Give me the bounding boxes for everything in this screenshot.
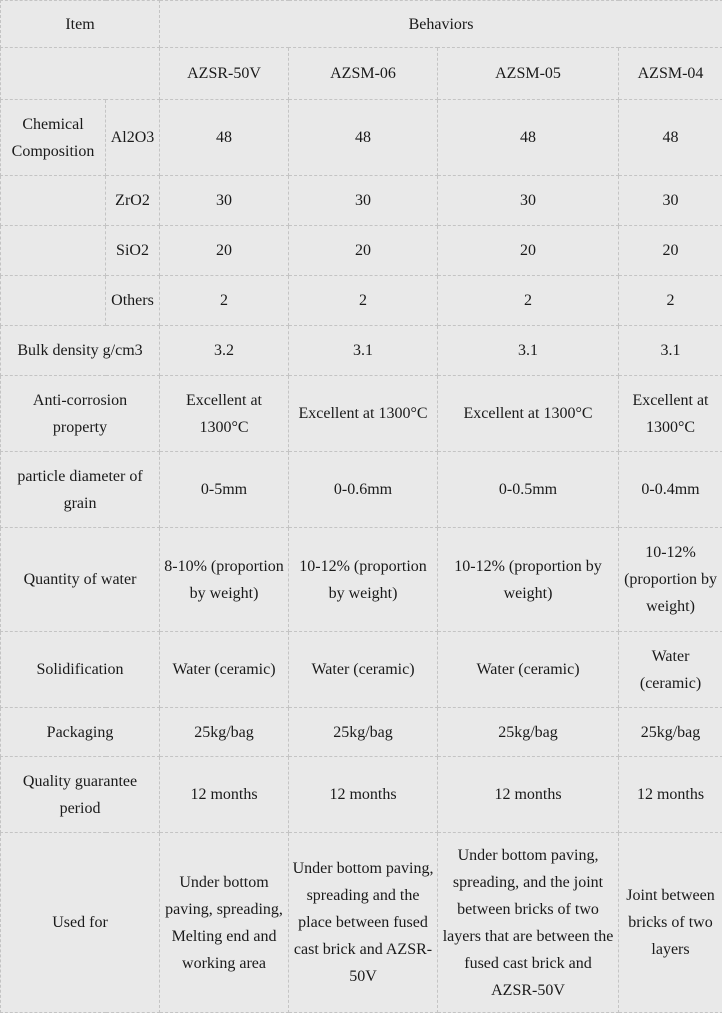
table-row <box>1 176 722 226</box>
table-row <box>1 632 722 708</box>
table-row <box>1 757 722 833</box>
property-label: Anti-corrosion property <box>1 376 160 452</box>
cell-value: 20 <box>289 226 438 276</box>
cell-value: 0-5mm <box>160 452 289 528</box>
table-row <box>1 276 722 326</box>
property-label: Quality guarantee period <box>1 757 160 833</box>
component-label: Al2O3 <box>106 100 160 176</box>
cell-value: Water (ceramic) <box>619 632 722 708</box>
cell-value: Water (ceramic) <box>160 632 289 708</box>
behaviors-header: Behaviors <box>160 1 722 48</box>
cell-value: 12 months <box>160 757 289 833</box>
cell-value: 10-12% (proportion by weight) <box>438 528 619 632</box>
cell-value: Excellent at 1300°C <box>160 376 289 452</box>
cell-value: 2 <box>289 276 438 326</box>
header-row <box>1 1 722 48</box>
component-label: Others <box>106 276 160 326</box>
cell-value: Excellent at 1300°C <box>289 376 438 452</box>
cell-value: 3.2 <box>160 326 289 376</box>
cell-value: 0-0.5mm <box>438 452 619 528</box>
chemical-composition-label: Chemical Composition <box>1 100 106 176</box>
cell-value: 25kg/bag <box>438 708 619 757</box>
model-header: AZSR-50V <box>160 48 289 100</box>
cell-value: Excellent at 1300°C <box>619 376 722 452</box>
cell-value: 12 months <box>619 757 722 833</box>
table-row <box>1 100 722 176</box>
table-row <box>1 376 722 452</box>
cell-value: 30 <box>438 176 619 226</box>
cell-value: 3.1 <box>289 326 438 376</box>
table-row <box>1 528 722 632</box>
cell-value: Joint between bricks of two layers <box>619 833 722 1013</box>
cell-value: 3.1 <box>619 326 722 376</box>
cell-value: 30 <box>619 176 722 226</box>
model-header: AZSM-05 <box>438 48 619 100</box>
cell-value: Under bottom paving, spreading, Melting end and working area <box>160 833 289 1013</box>
cell-value: 0-0.6mm <box>289 452 438 528</box>
empty-cell <box>1 48 160 100</box>
item-header: Item <box>1 1 160 48</box>
cell-value: 20 <box>160 226 289 276</box>
cell-value: Water (ceramic) <box>289 632 438 708</box>
cell-value: 48 <box>289 100 438 176</box>
table-row <box>1 833 722 1013</box>
cell-value: 20 <box>619 226 722 276</box>
cell-value: 2 <box>160 276 289 326</box>
cell-value: 20 <box>438 226 619 276</box>
cell-value: 2 <box>438 276 619 326</box>
property-label: Quantity of water <box>1 528 160 632</box>
table-row <box>1 708 722 757</box>
cell-value: 30 <box>289 176 438 226</box>
empty-cell <box>1 276 106 326</box>
cell-value: 48 <box>619 100 722 176</box>
cell-value: 3.1 <box>438 326 619 376</box>
cell-value: Water (ceramic) <box>438 632 619 708</box>
property-label: particle diameter of grain <box>1 452 160 528</box>
cell-value: 10-12% (proportion by weight) <box>619 528 722 632</box>
cell-value: 12 months <box>289 757 438 833</box>
cell-value: 48 <box>438 100 619 176</box>
cell-value: 12 months <box>438 757 619 833</box>
property-label: Bulk density g/cm3 <box>1 326 160 376</box>
cell-value: Under bottom paving, spreading, and the joint between bricks of two layers that are between the fused cast brick and AZSR-50V <box>438 833 619 1013</box>
cell-value: Excellent at 1300°C <box>438 376 619 452</box>
component-label: ZrO2 <box>106 176 160 226</box>
table-row <box>1 326 722 376</box>
property-label: Solidification <box>1 632 160 708</box>
component-label: SiO2 <box>106 226 160 276</box>
model-row <box>1 48 722 100</box>
cell-value: 0-0.4mm <box>619 452 722 528</box>
empty-cell <box>1 226 106 276</box>
table-row <box>1 452 722 528</box>
property-label: Packaging <box>1 708 160 757</box>
cell-value: 2 <box>619 276 722 326</box>
property-label: Used for <box>1 833 160 1013</box>
cell-value: 8-10% (proportion by weight) <box>160 528 289 632</box>
empty-cell <box>1 176 106 226</box>
cell-value: 25kg/bag <box>160 708 289 757</box>
model-header: AZSM-06 <box>289 48 438 100</box>
cell-value: 25kg/bag <box>289 708 438 757</box>
cell-value: 25kg/bag <box>619 708 722 757</box>
model-header: AZSM-04 <box>619 48 722 100</box>
cell-value: 10-12% (proportion by weight) <box>289 528 438 632</box>
cell-value: Under bottom paving, spreading and the place between fused cast brick and AZSR-50V <box>289 833 438 1013</box>
cell-value: 48 <box>160 100 289 176</box>
table-row <box>1 226 722 276</box>
cell-value: 30 <box>160 176 289 226</box>
